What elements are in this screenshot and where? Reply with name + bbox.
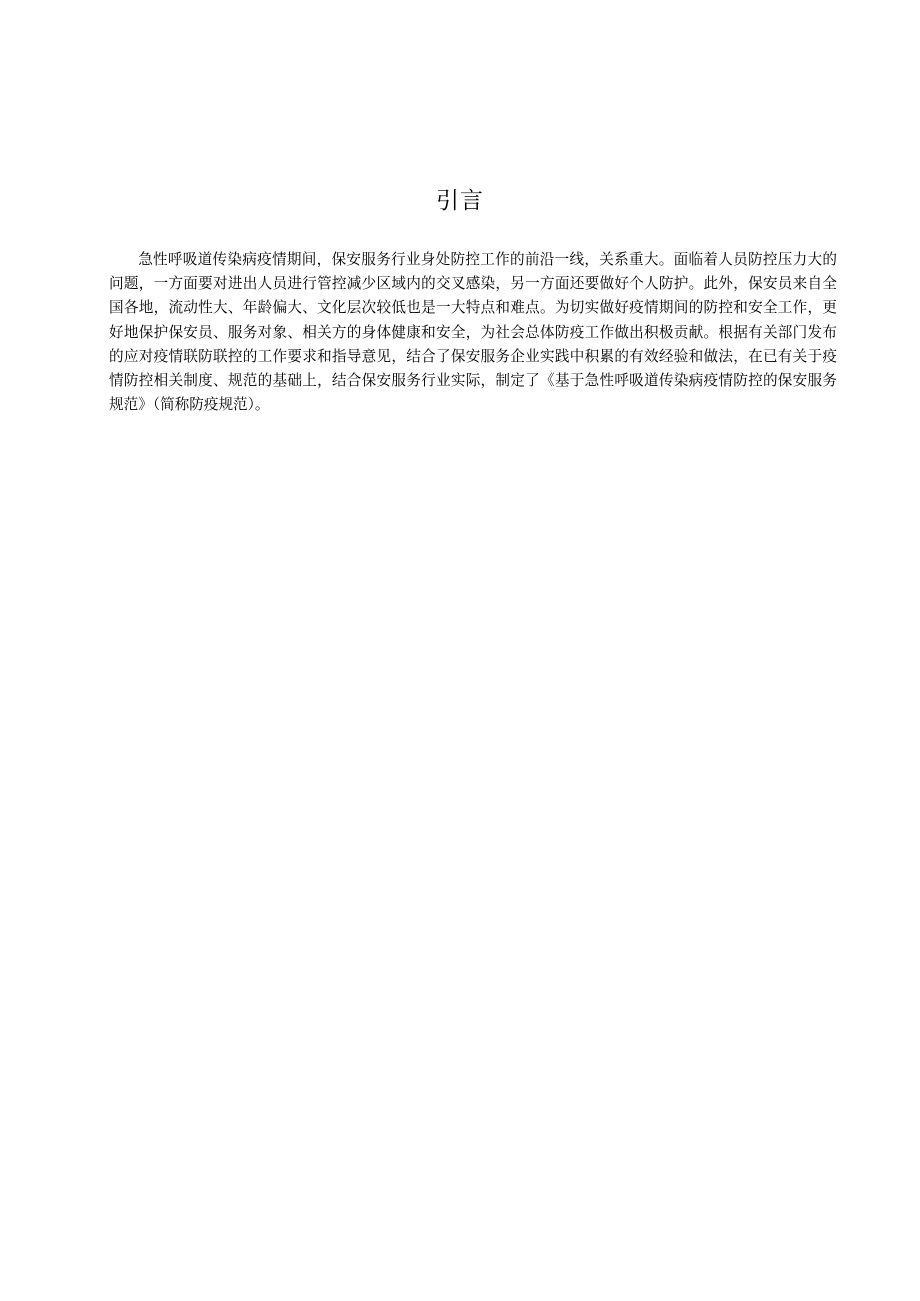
- intro-paragraph: 急性呼吸道传染病疫情期间，保安服务行业身处防控工作的前沿一线，关系重大。面临着人员防控压力大的问题，一方面要对进出人员进行管控减少区域内的交叉感染，另一方面还要做好个人防护。此外，保安员来自全国各地，流动性大、年龄偏大、文化层次较低也是一大特点和难点。为切实做好疫情期间的防控和安全工作，更好地保护保安员、服务对象、相关方的身体健康和安全，为社会总体防疫工作做出积极贡献。根据有关部门发布的应对疫情联防联控的工作要求和指导意见，结合了保安服务企业实践中积累的有效经验和做法，在已有关于疫情防控相关制度、规范的基础上，结合保安服务行业实际，制定了《基于急性呼吸道传染病疫情防控的保安服务规范》（简称防疫规范）。: [109, 251, 837, 414]
- section-title: 引言: [436, 188, 484, 214]
